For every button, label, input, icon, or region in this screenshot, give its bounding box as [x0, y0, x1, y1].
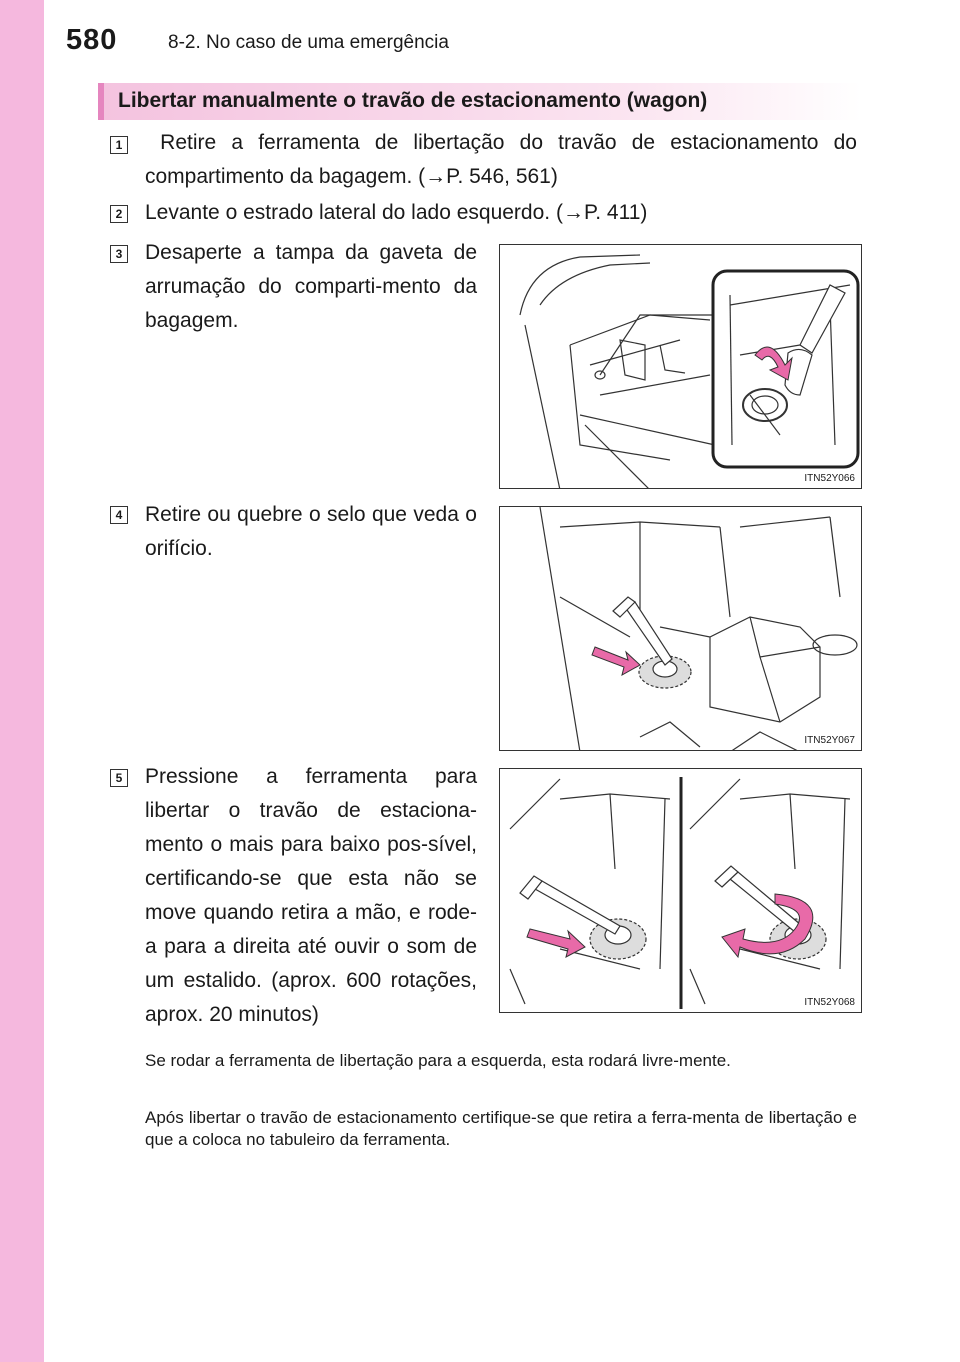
- step-2-text: Levante o estrado lateral do lado esquerdo. (→P. 411): [145, 201, 648, 224]
- figure-release-rotation: [499, 768, 862, 1013]
- note-left-rotation: Se rodar a ferramenta de libertação para a esquerda, esta rodará livre-mente.: [145, 1051, 731, 1070]
- section-title: 8-2. No caso de uma emergência: [168, 32, 449, 53]
- page-side-strip: [0, 0, 44, 1362]
- note-return-tool: Após libertar o travão de estacionamento certifique-se que retira a ferra-menta de libertação e que a coloca no tabuleiro da ferramenta.: [145, 1108, 857, 1149]
- release-rotation-illustration: [500, 769, 862, 1013]
- storage-cover-illustration: [500, 245, 862, 489]
- figure-code-2: ITN52Y067: [804, 735, 855, 746]
- step-2-number: 2: [110, 205, 128, 223]
- step-5-number: 5: [110, 769, 128, 787]
- seal-removal-illustration: [500, 507, 862, 751]
- step-1-number: 1: [110, 136, 128, 154]
- step-3-number: 3: [110, 245, 128, 263]
- heading-text: Libertar manualmente o travão de estacionamento (wagon): [118, 89, 708, 112]
- step-5-text: Pressione a ferramenta para libertar o travão de estaciona-mento o mais para baixo pos-sível, certificando-se que esta não se move quando retira a mão, e rode-a para a direita até ouvir o som de um estalido. (aprox. 600 rotações, aprox. 20 minutos): [145, 765, 477, 1026]
- heading-bar: [98, 83, 862, 120]
- figure-code-1: ITN52Y066: [804, 473, 855, 484]
- step-4-text: Retire ou quebre o selo que veda o orifício.: [145, 503, 477, 560]
- step-4-number: 4: [110, 506, 128, 524]
- step-1-text: Retire a ferramenta de libertação do travão de estacionamento do compartimento da bagagem. (→P. 546, 561): [145, 131, 863, 188]
- page-number: 580: [66, 24, 118, 56]
- figure-code-3: ITN52Y068: [804, 997, 855, 1008]
- step-3-text: Desaperte a tampa da gaveta de arrumação do comparti-mento da bagagem.: [145, 241, 477, 332]
- figure-storage-cover: [499, 244, 862, 489]
- figure-seal-removal: [499, 506, 862, 751]
